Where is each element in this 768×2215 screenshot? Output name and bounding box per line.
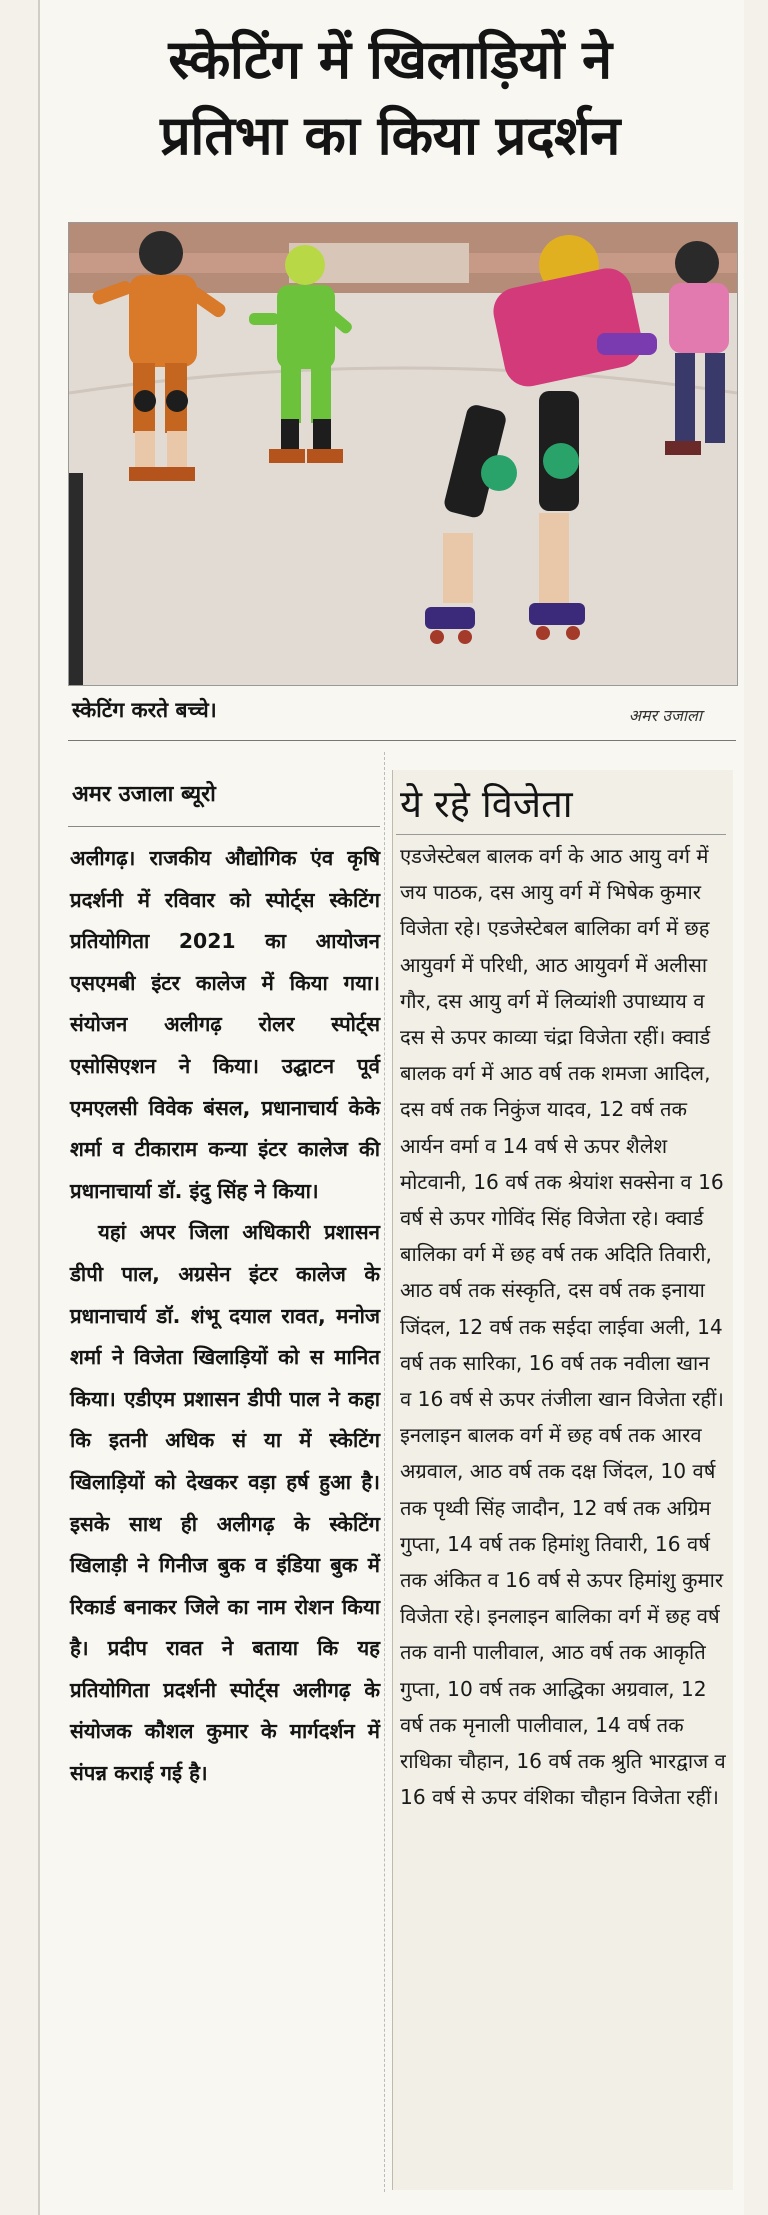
- headline-line-2: प्रतिभा का किया प्रदर्शन: [160, 104, 620, 167]
- winners-title-divider: [396, 834, 726, 835]
- winners-title: ये रहे विजेता: [400, 782, 573, 826]
- article-body: [70, 838, 380, 1795]
- article-paragraph-1: [70, 838, 380, 1212]
- photo-credit: अमर उजाला: [628, 706, 702, 725]
- skating-photo-illustration: [69, 223, 737, 685]
- photo-caption: स्केटिंग करते बच्चे।: [72, 698, 217, 722]
- byline-divider: [68, 826, 380, 827]
- column-divider: [384, 752, 385, 2192]
- byline: अमर उजाला ब्यूरो: [72, 782, 216, 807]
- article-paragraph-1-text: राजकीय औद्योगिक एंव कृषि प्रदर्शनी में रविवार को स्पोर्ट्स स्केटिंग प्रतियोगिता 2021 का आयोजन एसएमबी इंटर कालेज में किया गया। संयोजन अलीगढ़ रोलर स्पोर्ट्स एसोसिएशन ने किया। उद्घाटन पूर्व एमएलसी विवेक बंसल, प्रधानाचार्य केके शर्मा व टीकाराम कन्या इंटर कालेज की प्रधानाचार्या डॉ. इंदु सिंह ने किया।: [70, 846, 380, 1203]
- article-paragraph-2: यहां अपर जिला अधिकारी प्रशासन डीपी पाल, अग्रसेन इंटर कालेज के प्रधानाचार्य डॉ. शंभू दयाल रावत, मनोज शर्मा ने विजेता खिलाड़ियों को स मानित किया। एडीएम प्रशासन डीपी पाल ने कहा कि इतनी अधिक सं या में स्केटिंग खिलाड़ियों को देखकर वड़ा हर्ष हुआ है। इसके साथ ही अलीगढ़ के स्केटिंग खिलाड़ी ने गिनीज बुक व इंडिया बुक में रिकार्ड बनाकर जिले का नाम रोशन किया है। प्रदीप रावत ने बताया कि यह प्रतियोगिता प्रदर्शनी स्पोर्ट्स अलीगढ़ के संयोजक कौशल कुमार के मार्गदर्शन में संपन्न कराई गई है।: [70, 1220, 380, 1786]
- divider: [68, 740, 736, 741]
- winners-list: एडजेस्टेबल बालक वर्ग के आठ आयु वर्ग में जय पाठक, दस आयु वर्ग में भिषेक कुमार विजेता रहे। एडजेस्टेबल बालिका वर्ग में छह आयुवर्ग में परिधी, आठ आयुवर्ग में अलीसा गौर, दस आयु वर्ग में लिव्यांशी उपाध्याय व दस से ऊपर काव्या चंद्रा विजेता रहीं। क्वार्ड बालक वर्ग में आठ वर्ष तक शमजा आदिल, दस वर्ष तक निकुंज यादव, 12 वर्ष तक आर्यन वर्मा व 14 वर्ष से ऊपर शैलेश मोटवानी, 16 वर्ष तक श्रेयांश सक्सेना व 16 वर्ष से ऊपर गोविंद सिंह विजेता रहे। क्वार्ड बालिका वर्ग में छह वर्ष तक अदिति तिवारी, आठ वर्ष तक संस्कृति, दस वर्ष तक इनाया जिंदल, 12 वर्ष तक सईदा लाईवा अली, 14 वर्ष तक सारिका, 16 वर्ष तक नवीला खान व 16 वर्ष से ऊपर तंजीला खान विजेता रहीं। इनलाइन बालक वर्ग में छह वर्ष तक आरव अग्रवाल, आठ वर्ष तक दक्ष जिंदल, 10 वर्ष तक पृथ्वी सिंह जादौन, 12 वर्ष तक अग्रिम गुप्ता, 14 वर्ष तक हिमांशु तिवारी, 16 वर्ष तक अंकित व 16 वर्ष से ऊपर हिमांशु कुमार विजेता रहे। इनलाइन बालिका वर्ग में छह वर्ष तक वानी पालीवाल, आठ वर्ष तक आकृति गुप्ता, 10 वर्ष तक आद्धिका अग्रवाल, 12 वर्ष तक मृनाली पालीवाल, 14 वर्ष तक राधिका चौहान, 16 वर्ष तक श्रुति भारद्वाज व 16 वर्ष से ऊपर वंशिका चौहान विजेता रहीं।: [400, 844, 726, 1810]
- headline: [60, 22, 720, 174]
- headline-line-1: स्केटिंग में खिलाड़ियों ने: [168, 28, 612, 91]
- skating-photo: [68, 222, 738, 686]
- dateline: अलीगढ़।: [70, 846, 136, 870]
